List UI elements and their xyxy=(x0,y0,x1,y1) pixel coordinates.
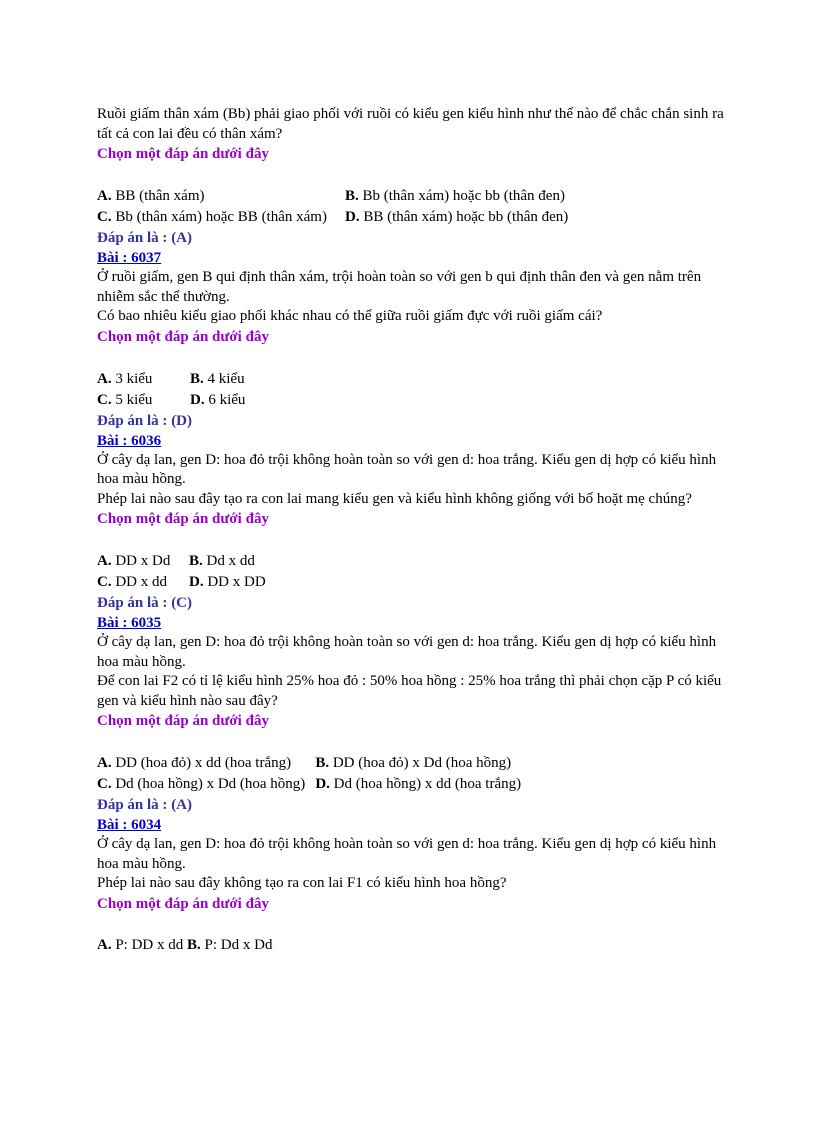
choose-answer-label: Chọn một đáp án dưới đây xyxy=(97,511,269,527)
question-1 xyxy=(97,105,737,249)
question-title-link[interactable]: Bài : 6035 xyxy=(97,615,162,631)
document-page xyxy=(97,105,737,955)
answer-options xyxy=(97,186,578,228)
option-b[interactable]: B. P: Dd x Dd xyxy=(187,936,273,953)
option-b[interactable]: B. Bb (thân xám) hoặc bb (thân đen) xyxy=(345,188,565,204)
answer-line: Đáp án là : (A) xyxy=(97,797,193,813)
answer-line: Đáp án là : (C) xyxy=(97,595,193,611)
answer-options xyxy=(97,369,255,411)
answer-line: Đáp án là : (D) xyxy=(97,412,193,429)
choose-answer-label: Chọn một đáp án dưới đây xyxy=(97,328,269,345)
choose-answer-label: Chọn một đáp án dưới đây xyxy=(97,895,269,912)
option-c[interactable]: C. Bb (thân xám) hoặc BB (thân xám) xyxy=(97,209,327,225)
option-b[interactable]: B. DD (hoa đỏ) x Dd (hoa hồng) xyxy=(315,755,512,771)
option-d[interactable]: D. Dd (hoa hồng) x dd (hoa trắng) xyxy=(315,776,522,792)
option-a[interactable]: A. DD (hoa đỏ) x dd (hoa trắng) xyxy=(97,755,292,771)
answer-options-inline xyxy=(97,936,737,956)
option-b[interactable]: B. Dd x dd xyxy=(189,553,255,569)
question-title-link[interactable]: Bài : 6037 xyxy=(97,250,162,266)
option-d[interactable]: D. BB (thân xám) hoặc bb (thân đen) xyxy=(345,209,569,225)
question-text: Ở cây dạ lan, gen D: hoa đỏ trội không hoàn toàn so với gen d: hoa trắng. Kiểu gen dị hợp có kiểu hình hoa màu hồng. xyxy=(97,451,717,487)
question-6034 xyxy=(97,816,737,955)
question-6037 xyxy=(97,249,737,432)
choose-answer-label: Chọn một đáp án dưới đây xyxy=(97,146,269,162)
option-a[interactable]: A. 3 kiểu xyxy=(97,370,153,387)
option-c[interactable]: C. DD x dd xyxy=(97,574,168,590)
question-title-link[interactable]: Bài : 6034 xyxy=(97,817,162,833)
option-c[interactable]: C. Dd (hoa hồng) x Dd (hoa hồng) xyxy=(97,776,306,792)
option-b[interactable]: B. 4 kiểu xyxy=(190,370,245,387)
option-a[interactable]: A. BB (thân xám) xyxy=(97,188,205,204)
question-text: Ở cây dạ lan, gen D: hoa đỏ trội không hoàn toàn so với gen d: hoa trắng. Kiểu gen dị hợp có kiểu hình hoa màu hồng. xyxy=(97,634,717,670)
question-text: Để con lai F2 có tỉ lệ kiểu hình 25% hoa đỏ : 50% hoa hồng : 25% hoa trắng thì phải chọn cặp P có kiểu gen và kiểu hình nào sau đây? xyxy=(97,673,722,709)
option-a[interactable]: A. P: DD x dd xyxy=(97,936,184,953)
question-text: Ruồi giấm thân xám (Bb) phải giao phối với ruồi có kiểu gen kiểu hình như thế nào để chắc chắn sinh ra tất cả con lai đều có thân xám? xyxy=(97,106,724,142)
option-a[interactable]: A. DD x Dd xyxy=(97,553,171,569)
question-6035 xyxy=(97,614,737,816)
question-text: Phép lai nào sau đây tạo ra con lai mang kiểu gen và kiểu hình không giống với bố hoặt mẹ chúng? xyxy=(97,490,692,507)
question-text: Phép lai nào sau đây không tạo ra con lai F1 có kiểu hình hoa hồng? xyxy=(97,875,507,891)
option-c[interactable]: C. 5 kiểu xyxy=(97,391,153,408)
question-6036 xyxy=(97,432,737,615)
question-text: Ở cây dạ lan, gen D: hoa đỏ trội không hoàn toàn so với gen d: hoa trắng. Kiểu gen dị hợp có kiểu hình hoa màu hồng. xyxy=(97,836,717,872)
question-text: Có bao nhiêu kiểu giao phối khác nhau có thể giữa ruồi giấm đực với ruồi giấm cái? xyxy=(97,308,603,324)
answer-line: Đáp án là : (A) xyxy=(97,230,193,246)
question-title-link[interactable]: Bài : 6036 xyxy=(97,432,162,449)
question-text: Ở ruồi giấm, gen B qui định thân xám, trội hoàn toàn so với gen b qui định thân đen và gen nằm trên nhiễm sắc thể thường. xyxy=(97,269,702,305)
option-d[interactable]: D. DD x DD xyxy=(189,574,266,590)
answer-options xyxy=(97,551,276,593)
option-d[interactable]: D. 6 kiểu xyxy=(190,391,246,408)
choose-answer-label: Chọn một đáp án dưới đây xyxy=(97,713,269,729)
answer-options xyxy=(97,753,531,795)
